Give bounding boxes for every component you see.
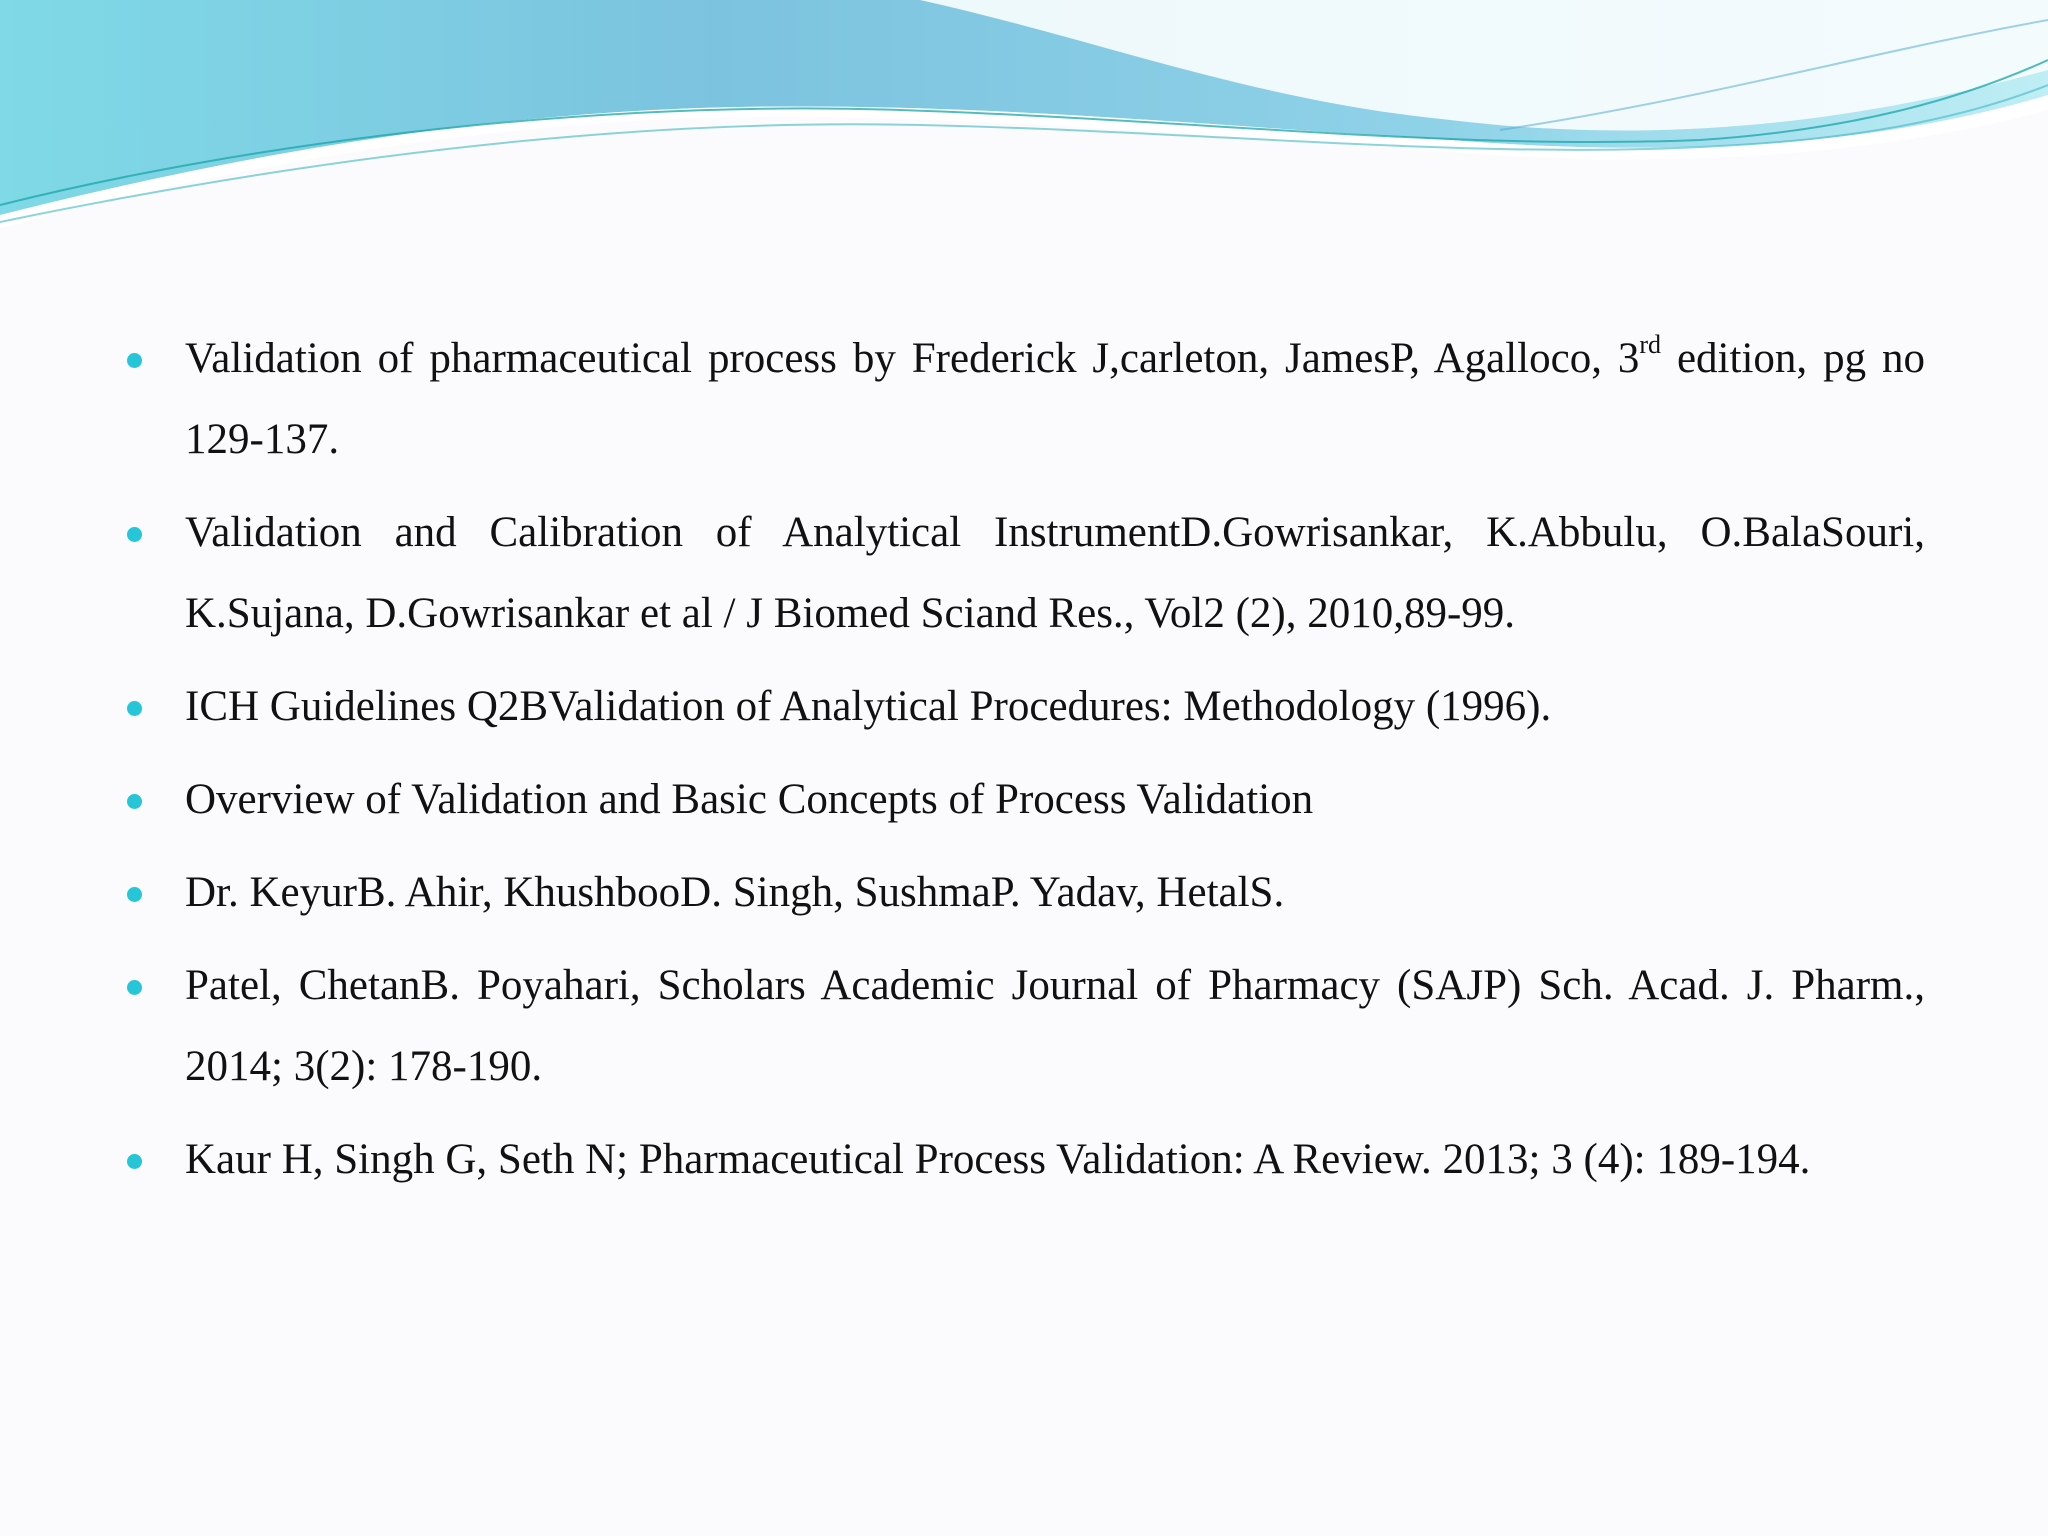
bullet-icon — [127, 794, 142, 809]
reference-text: Patel, ChetanB. Poyahari, Scholars Academic Journal of Pharmacy (SAJP) Sch. Acad. J. Pharm., 2014; 3(2): 178-190. — [185, 962, 1925, 1090]
bullet-icon — [127, 353, 142, 368]
bullet-icon — [127, 1154, 142, 1169]
list-item — [125, 1119, 1925, 1200]
reference-text: Dr. KeyurB. Ahir, KhushbooD. Singh, SushmaP. Yadav, HetalS. — [185, 869, 1285, 916]
reference-text: Kaur H, Singh G, Seth N; Pharmaceutical Process Validation: A Review. 2013; 3 (4): 189-194. — [185, 1136, 1811, 1183]
superscript: rd — [1639, 329, 1662, 359]
wave-header-decoration — [0, 0, 2048, 240]
reference-text: Validation and Calibration of Analytical InstrumentD.Gowrisankar, K.Abbulu, O.BalaSouri, K.Sujana, D.Gowrisankar et al / J Biomed Sciand Res., Vol2 (2), 2010,89-99. — [185, 509, 1925, 637]
reference-text: ICH Guidelines Q2BValidation of Analytical Procedures: Methodology (1996). — [185, 683, 1552, 730]
bullet-icon — [127, 701, 142, 716]
bullet-icon — [127, 527, 142, 542]
list-item — [125, 318, 1925, 480]
list-item — [125, 492, 1925, 654]
reference-text: Overview of Validation and Basic Concepts of Process Validation — [185, 776, 1314, 823]
reference-list — [125, 318, 1925, 1212]
list-item — [125, 945, 1925, 1107]
list-item — [125, 852, 1925, 933]
list-item — [125, 759, 1925, 840]
reference-text: Validation of pharmaceutical process by Frederick J,carleton, JamesP, Agalloco, 3rd edition, pg no 129-137. — [185, 329, 1925, 463]
bullet-icon — [127, 980, 142, 995]
list-item — [125, 666, 1925, 747]
bullet-icon — [127, 887, 142, 902]
